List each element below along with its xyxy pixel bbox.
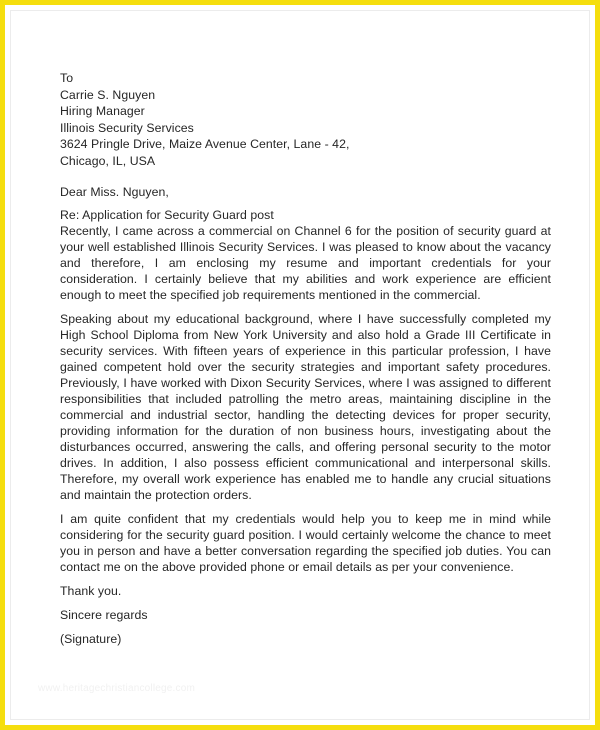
paragraph-closing: I am quite confident that my credentials would help you to keep me in mind while considering for the security guard position. I would certainly welcome the chance to meet you in person and have a better conversation regarding the specified job duties. You can contact me on the above provided phone or email details as per your convenience.: [60, 512, 551, 574]
sign-off: Sincere regards: [60, 608, 148, 622]
thank-you: Thank you.: [60, 584, 122, 598]
recipient-title: Hiring Manager: [60, 104, 145, 118]
paragraph-intro: Recently, I came across a commercial on Channel 6 for the position of security guard at your well established Illinois Security Services. I was pleased to know about the vacancy and therefore, I am enclosing my resume and important credentials for your consideration. I certainly believe that my abilities and work experience are efficient enough to meet the specified job requirements mentioned in the commercial.: [60, 224, 551, 302]
recipient-name: Carrie S. Nguyen: [60, 87, 156, 102]
paragraph-background: Speaking about my educational background, where I have successfully completed my High School Diploma from New York University and also hold a Grade III Certificate in security services. With fifteen years of experience in this particular profession, I have gained competent hold over the security strategies and important safety procedures. Previously, I have worked with Dixon Security Services, where I was assigned to different responsibilities that included patrolling the metro areas, maintaining discipline in the commercial and industrial sector, handling the detecting devices for proper security, providing information for the duration of non business hours, investigating about the disturbances occurred, answering the calls, and offering personal security to the motor drives. In addition, I also possess efficient communicational and interpersonal skills. Therefore, my overall work experience has enabled me to handle any crucial situations and maintain the protection orders.: [60, 312, 551, 502]
watermark: www.heritagechristiancollege.com: [38, 683, 196, 694]
recipient-address: [60, 70, 551, 169]
cover-letter: [60, 70, 551, 647]
salutation: Dear Miss. Nguyen,: [60, 185, 169, 199]
recipient-street: 3624 Pringle Drive, Maize Avenue Center, Lane - 42,: [60, 137, 350, 151]
signature: (Signature): [60, 632, 122, 646]
recipient-company: Illinois Security Services: [60, 120, 194, 135]
recipient-city: Chicago, IL, USA: [60, 153, 156, 168]
address-to: To: [60, 71, 74, 85]
subject-line: Re: Application for Security Guard post: [60, 208, 274, 222]
